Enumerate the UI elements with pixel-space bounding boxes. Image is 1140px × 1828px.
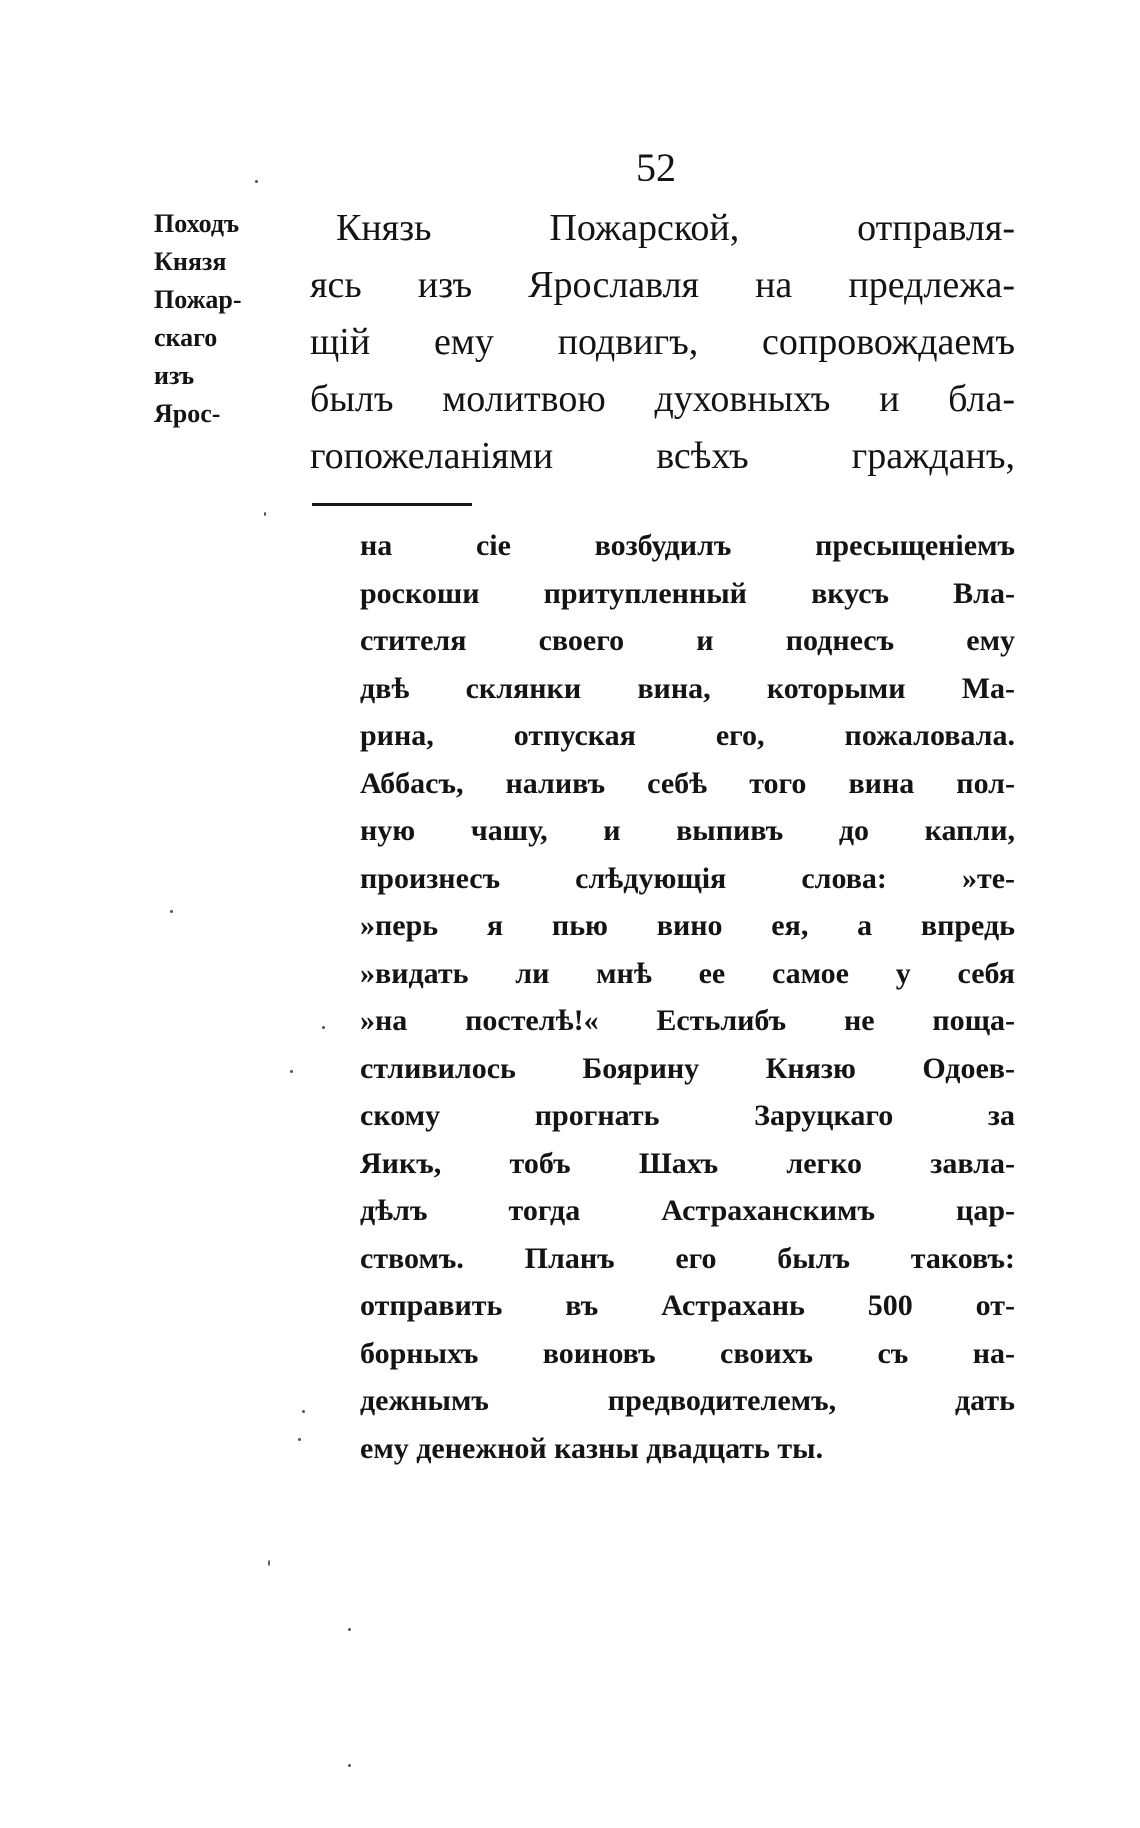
margin-note-line: изъ <box>154 361 195 390</box>
footnote-line: дежнымъ предводителемъ, дать <box>360 1384 1015 1417</box>
margin-note-line: Ярос- <box>154 399 221 428</box>
main-text-line: Князь Пожарской, отправля- <box>336 207 1015 249</box>
footnote-line: на сіе возбудилъ пресыщеніемъ <box>360 529 1015 562</box>
footnote-line: ствомъ. Планъ его былъ таковъ: <box>360 1241 1015 1275</box>
print-speck <box>255 180 258 183</box>
footnote-line: двѣ склянки вина, которыми Ма- <box>360 671 1015 705</box>
print-speck <box>268 1560 270 1566</box>
main-text-line: ясь изъ Ярославля на предлежа- <box>310 264 1015 306</box>
margin-note-line: Князя <box>154 247 227 276</box>
footnote-line: ную чашу, и выпивъ до капли, <box>360 814 1015 847</box>
footnote-line: »перь я пью вино ея, а впредь <box>360 909 1015 942</box>
footnote-line: произнесъ слѣдующія слова: »те- <box>360 861 1015 895</box>
footnote-line: Аббасъ, наливъ себѣ того вина пол- <box>360 766 1015 800</box>
main-text-line: гопожеланіями всѣхъ гражданъ, <box>310 435 1015 477</box>
margin-note-line: скаго <box>154 323 218 352</box>
print-speck <box>348 1628 351 1631</box>
margin-note <box>154 205 300 433</box>
print-speck <box>290 1070 293 1073</box>
footnote-line: дѣлъ тогда Астраханскимъ цар- <box>360 1194 1015 1227</box>
print-speck <box>322 1026 325 1029</box>
print-speck <box>298 1438 301 1441</box>
footnote-line: борныхъ воиновъ своихъ съ на- <box>360 1336 1015 1370</box>
main-text-line: щій ему подвигъ, сопровождаемъ <box>310 321 1015 363</box>
footnote-line: »на постелѣ!« Естьлибъ не поща- <box>360 1004 1015 1037</box>
main-text-line: былъ молитвою духовныхъ и бла- <box>310 378 1015 420</box>
footnote-separator-rule <box>312 503 472 506</box>
footnote-line: скому прогнать Заруцкаго за <box>360 1099 1015 1132</box>
footnote-line: ему денежной казны двадцать ты. <box>360 1431 824 1465</box>
margin-note-line: Походъ <box>154 209 240 238</box>
print-speck <box>170 910 173 913</box>
footnote <box>360 522 1015 1472</box>
footnote-line: роскоши притупленный вкусъ Вла- <box>360 576 1015 610</box>
margin-note-line: Пожар- <box>154 285 242 314</box>
page-number: 52 <box>636 145 676 190</box>
print-speck <box>264 512 266 516</box>
print-speck <box>348 1764 351 1767</box>
footnote-line: стливилось Боярину Князю Одоев- <box>360 1051 1015 1085</box>
main-text <box>310 200 1015 485</box>
print-speck <box>302 1410 305 1413</box>
footnote-line: отправить въ Астрахань 500 от- <box>360 1289 1015 1322</box>
footnote-line: стителя своего и поднесъ ему <box>360 624 1015 657</box>
footnote-line: Яикъ, тобъ Шахъ легко завла- <box>360 1146 1015 1180</box>
footnote-line: рина, отпуская его, пожаловала. <box>360 719 1015 752</box>
footnote-line: »видать ли мнѣ ее самое у себя <box>360 956 1015 990</box>
